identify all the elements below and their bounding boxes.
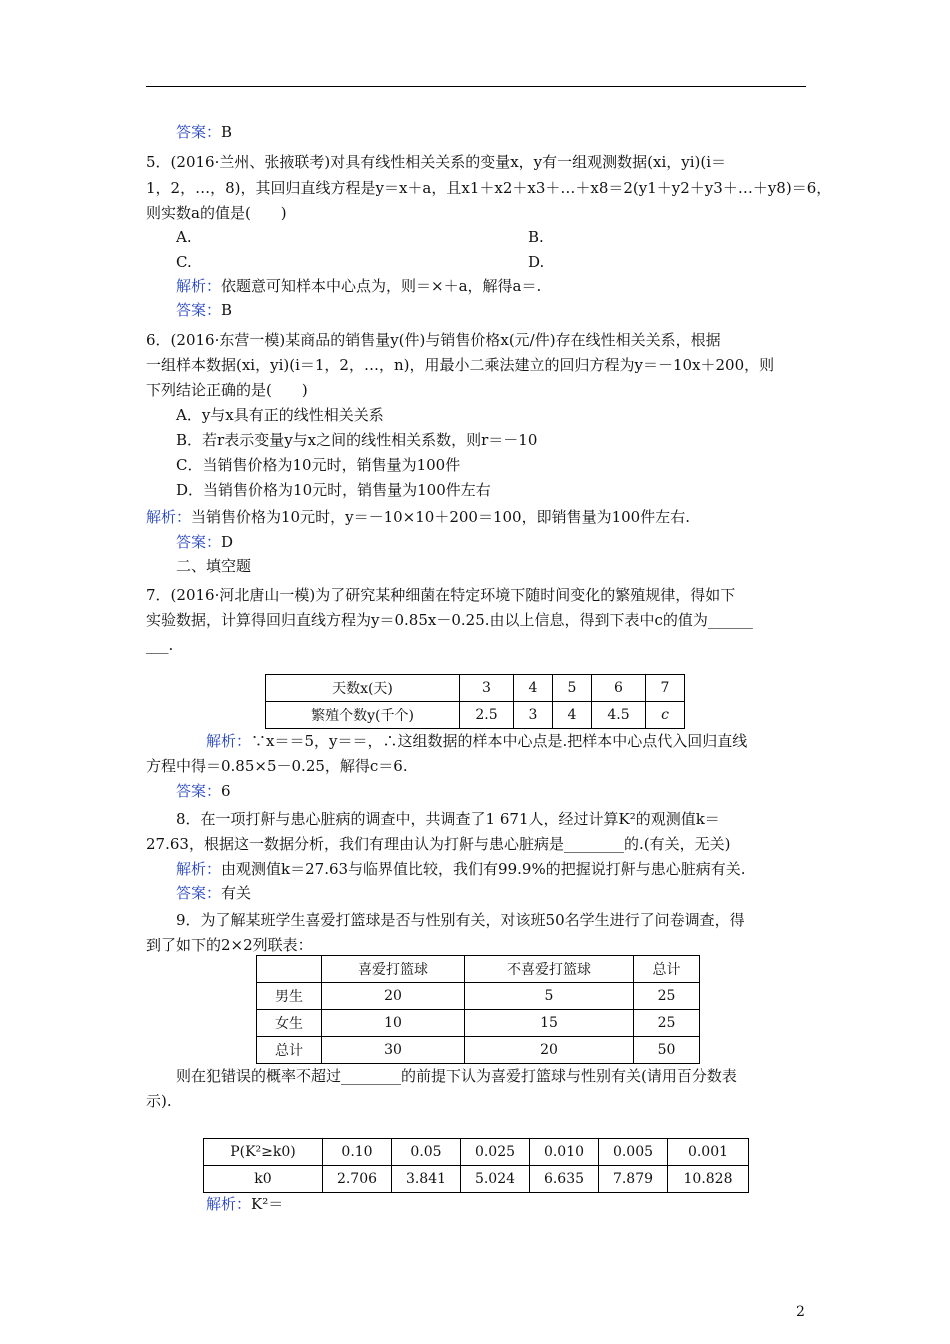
answer-line <box>176 122 232 142</box>
question-8-line-1: 8．在一项打鼾与患心脏病的调查中，共调查了1 671人，经过计算K²的观测值k＝ <box>176 810 720 828</box>
question-9-line-2: 到了如下的2×2列联表： <box>146 936 313 954</box>
table-cell: 总计 <box>634 956 700 983</box>
table-cell: 2.706 <box>323 1166 392 1193</box>
question-9-line-4: 示). <box>146 1092 172 1110</box>
table-cell: 4.5 <box>592 702 646 729</box>
option-d: D．当销售价格为10元时，销售量为100件左右 <box>176 481 491 499</box>
analysis-line <box>146 507 690 527</box>
table-cell: 4 <box>514 675 553 702</box>
answer-label: 答案： <box>176 884 222 902</box>
growth-table <box>265 674 685 729</box>
table-cell: 25 <box>634 1010 700 1037</box>
table-cell: 30 <box>322 1037 465 1064</box>
table-cell: 0.025 <box>461 1139 530 1166</box>
answer-label: 答案： <box>176 301 222 319</box>
table-cell: 15 <box>465 1010 634 1037</box>
table-row <box>257 1037 700 1064</box>
table-cell: 2.5 <box>460 702 514 729</box>
question-5-line-2: 1，2，…，8)，其回归直线方程是y＝x＋a，且x1＋x2＋x3＋…＋x8＝2(y1＋y2＋y3＋…＋y8)＝6， <box>146 179 832 197</box>
question-7-line-1: 7．(2016·河北唐山一模)为了研究某种细菌在特定环境下随时间变化的繁殖规律，得如下 <box>146 586 736 604</box>
table-cell: 10.828 <box>668 1166 749 1193</box>
analysis-label: 解析： <box>146 508 192 526</box>
answer-value: B <box>221 301 233 319</box>
option-c: C．当销售价格为10元时，销售量为100件 <box>176 456 461 474</box>
analysis-label: 解析： <box>176 860 222 878</box>
table-cell: 50 <box>634 1037 700 1064</box>
table-cell: 0.10 <box>323 1139 392 1166</box>
table-cell: 天数x(天) <box>266 675 460 702</box>
section-heading: 二、填空题 <box>176 557 252 575</box>
analysis-text: K²＝ <box>251 1195 284 1213</box>
table-cell: c <box>646 702 685 729</box>
table-row <box>257 1010 700 1037</box>
critical-value-table <box>203 1138 749 1193</box>
analysis-line <box>206 731 747 751</box>
analysis-label: 解析： <box>206 1195 252 1213</box>
option-b: B. <box>528 228 544 246</box>
table-row <box>204 1166 749 1193</box>
option-c: C. <box>176 253 192 271</box>
answer-line <box>176 300 232 320</box>
table-row <box>257 956 700 983</box>
table-cell: 5 <box>465 983 634 1010</box>
analysis-text: 依题意可知样本中心点为，则＝×＋a，解得a＝. <box>221 277 542 295</box>
option-b: B．若r表示变量y与x之间的线性相关系数，则r＝－10 <box>176 431 538 449</box>
table-cell: 6.635 <box>530 1166 599 1193</box>
table-cell: k0 <box>204 1166 323 1193</box>
question-5-line-3: 则实数a的值是( ) <box>146 204 287 222</box>
table-cell: 25 <box>634 983 700 1010</box>
answer-line <box>176 883 251 903</box>
table-cell: 男生 <box>257 983 322 1010</box>
analysis-text: 当销售价格为10元时，y＝－10×10＋200＝100，即销售量为100件左右. <box>191 508 690 526</box>
answer-label: 答案： <box>176 533 222 551</box>
table-row <box>266 675 685 702</box>
analysis-text: 由观测值k＝27.63与临界值比较，我们有99.9%的把握说打鼾与患心脏病有关. <box>221 860 746 878</box>
question-6-line-3: 下列结论正确的是( ) <box>146 381 308 399</box>
answer-value: 有关 <box>221 884 252 902</box>
contingency-table <box>256 955 700 1064</box>
table-cell: 20 <box>465 1037 634 1064</box>
table-cell: 7.879 <box>599 1166 668 1193</box>
question-9-line-1: 9．为了解某班学生喜爱打篮球是否与性别有关，对该班50名学生进行了问卷调查，得 <box>176 911 745 929</box>
answer-line <box>176 781 231 801</box>
table-cell: 5 <box>553 675 592 702</box>
answer-value: D <box>221 533 234 551</box>
table-cell: 3 <box>460 675 514 702</box>
option-a: A．y与x具有正的线性相关关系 <box>176 406 384 424</box>
question-9-line-3: 则在犯错误的概率不超过________的前提下认为喜爱打篮球与性别有关(请用百分数表 <box>176 1067 737 1085</box>
table-cell: 4 <box>553 702 592 729</box>
table-cell: 0.005 <box>599 1139 668 1166</box>
table-cell: 0.001 <box>668 1139 749 1166</box>
question-7-line-3: ___. <box>146 636 174 654</box>
header-rule <box>146 86 806 87</box>
analysis-text: ∵x＝＝5，y＝＝，∴这组数据的样本中心点是.把样本中心点代入回归直线 <box>251 732 748 750</box>
option-a: A. <box>176 228 192 246</box>
table-cell: 喜爱打篮球 <box>322 956 465 983</box>
answer-line <box>176 532 233 552</box>
question-6-line-2: 一组样本数据(xi，yi)(i＝1，2，…，n)，用最小二乘法建立的回归方程为y＝－10x＋200，则 <box>146 356 775 374</box>
table-cell: 总计 <box>257 1037 322 1064</box>
analysis-label: 解析： <box>176 277 222 295</box>
option-d: D. <box>528 253 545 271</box>
table-cell: 10 <box>322 1010 465 1037</box>
question-6-line-1: 6．(2016·东营一模)某商品的销售量y(件)与销售价格x(元/件)存在线性相关关系，根据 <box>146 331 721 349</box>
table-cell <box>257 956 322 983</box>
answer-value: 6 <box>221 782 231 800</box>
table-cell: 3 <box>514 702 553 729</box>
table-cell: 女生 <box>257 1010 322 1037</box>
table-cell: P(K²≥k0) <box>204 1139 323 1166</box>
analysis-line <box>176 276 541 296</box>
table-row <box>204 1139 749 1166</box>
question-8-line-2: 27.63，根据这一数据分析，我们有理由认为打鼾与患心脏病是________的.(有关，无关) <box>146 835 731 853</box>
table-cell: 0.010 <box>530 1139 599 1166</box>
analysis-line <box>176 859 745 879</box>
question-7-line-2: 实验数据，计算得回归直线方程为y＝0.85x－0.25.由以上信息，得到下表中c的值为______ <box>146 611 753 629</box>
table-cell: 6 <box>592 675 646 702</box>
analysis-label: 解析： <box>206 732 252 750</box>
table-row <box>257 983 700 1010</box>
answer-label: 答案： <box>176 782 222 800</box>
answer-label: 答案： <box>176 123 222 141</box>
table-cell: 7 <box>646 675 685 702</box>
table-cell: 3.841 <box>392 1166 461 1193</box>
analysis-line <box>206 1194 283 1214</box>
table-cell: 5.024 <box>461 1166 530 1193</box>
page-number: 2 <box>796 1304 805 1320</box>
answer-value: B <box>221 123 233 141</box>
table-cell: 20 <box>322 983 465 1010</box>
table-cell: 繁殖个数y(千个) <box>266 702 460 729</box>
table-cell: 0.05 <box>392 1139 461 1166</box>
analysis-continued: 方程中得＝0.85×5－0.25，解得c＝6. <box>146 757 408 775</box>
table-row <box>266 702 685 729</box>
question-5-line-1: 5．(2016·兰州、张掖联考)对具有线性相关关系的变量x，y有一组观测数据(xi，yi)(i＝ <box>146 153 727 171</box>
table-cell: 不喜爱打篮球 <box>465 956 634 983</box>
